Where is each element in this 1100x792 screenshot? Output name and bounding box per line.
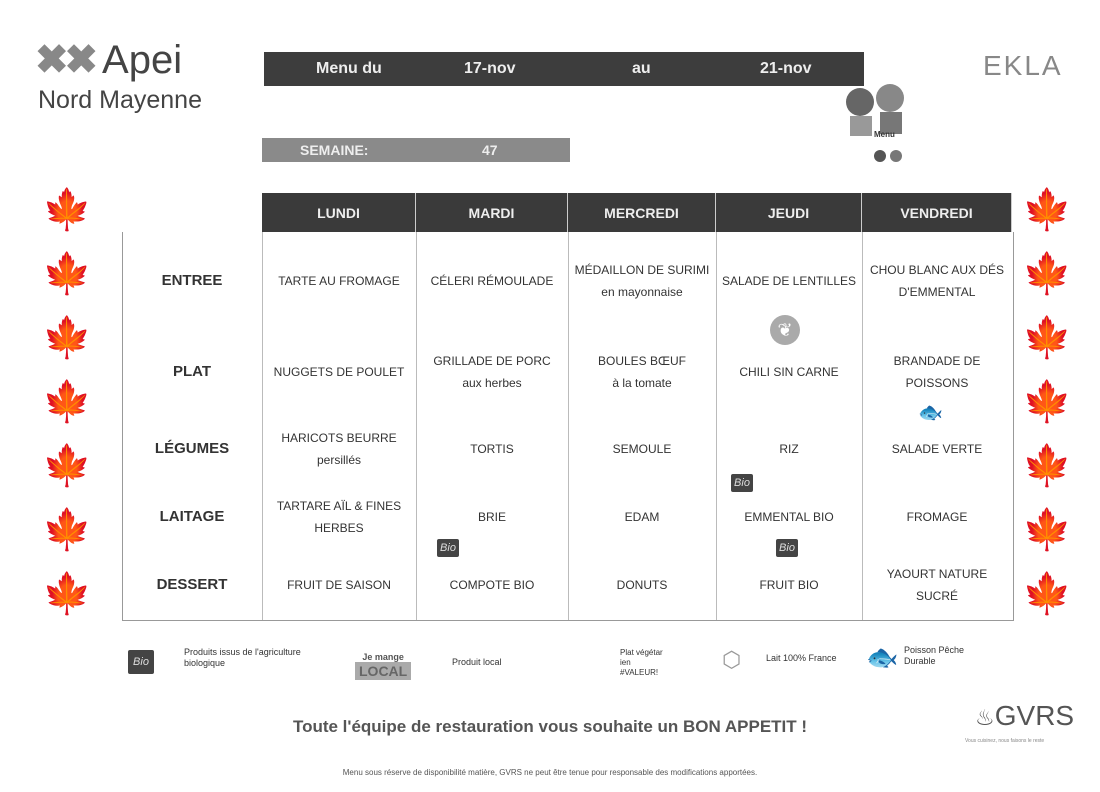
day-header-jeudi: JEUDI (716, 193, 862, 232)
menu-cell (716, 361, 862, 383)
menu-du-label: Menu du (316, 60, 382, 77)
menu-cell-line: EMMENTAL BIO (744, 510, 834, 524)
menu-cell (262, 495, 416, 539)
day-header-mercredi: MERCREDI (568, 193, 716, 232)
menu-cell-line: CHILI SIN CARNE (739, 365, 839, 379)
bio-icon: Bio (437, 539, 459, 557)
vegetarian-leaf-icon: ❦ (770, 315, 800, 345)
gvrs-tagline: Vous cuisinez, nous faisons le reste (965, 738, 1045, 744)
maple-leaf-icon: 🍁 (42, 380, 92, 424)
menu-cell-line: GRILLADE DE PORC (433, 354, 551, 368)
maple-leaf-icon: 🍁 (42, 252, 92, 296)
menu-cell-line: TARTE AU FROMAGE (278, 274, 400, 288)
menu-cell-line: TARTARE AÏL & FINES (276, 499, 402, 513)
maple-leaf-icon: 🍁 (42, 188, 92, 232)
menu-cell (568, 350, 716, 394)
menu-cell (716, 270, 862, 292)
menu-cell-line: CÉLERI RÉMOULADE (430, 274, 554, 288)
menu-cell (262, 427, 416, 471)
menu-cell-line: YAOURT NATURE (886, 567, 988, 581)
row-label-légumes: LÉGUMES (154, 440, 230, 457)
day-header-lundi: LUNDI (262, 193, 416, 232)
menu-cell-line: MÉDAILLON DE SURIMI (574, 263, 710, 277)
france-map-icon: ⬡ (722, 647, 742, 672)
menu-cell (568, 506, 716, 528)
bio-icon: Bio (731, 474, 753, 492)
row-label-laitage: LAITAGE (159, 508, 225, 525)
menu-cell (862, 350, 1012, 394)
menu-cell (262, 574, 416, 596)
menu-cell (862, 506, 1012, 528)
disclaimer: Menu sous réserve de disponibilité matière, GVRS ne peut être tenue pour responsable des modifications apportées. (342, 768, 758, 777)
menu-cell-line: COMPOTE BIO (449, 578, 535, 592)
menu-cell (262, 361, 416, 383)
menu-cell (716, 574, 862, 596)
menu-cell (416, 438, 568, 460)
kids-illustration (838, 80, 918, 170)
menu-cell-line: FRUIT DE SAISON (287, 578, 391, 592)
maple-leaf-icon: 🍁 (42, 508, 92, 552)
end-date: 21-nov (760, 60, 812, 77)
menu-cell (716, 438, 862, 460)
menu-cell-line: EDAM (624, 510, 660, 524)
legend-local-text: Produit local (452, 657, 502, 667)
menu-cell-line: SALADE VERTE (891, 442, 983, 456)
start-date: 17-nov (464, 60, 516, 77)
day-header-mardi: MARDI (416, 193, 568, 232)
row-label-dessert: DESSERT (156, 576, 228, 593)
menu-cell (568, 259, 716, 303)
brand-name: Apei (102, 38, 183, 82)
legend-veg-text: Plat végétar ien #VALEUR! (620, 648, 663, 677)
menu-cell-line: SUCRÉ (915, 589, 958, 603)
menu-cell-line: BRANDADE DE (893, 354, 981, 368)
row-label-entree: ENTREE (161, 272, 223, 289)
menu-cell-line: POISSONS (905, 376, 969, 390)
fish-icon: 🐟 (918, 402, 943, 424)
menu-cell-line: BOULES BŒUF (597, 354, 687, 368)
legend-fish-icon: 🐟 (866, 642, 899, 672)
gvrs-logo (975, 700, 1074, 732)
menu-cell (416, 350, 568, 394)
menu-cell (416, 270, 568, 292)
local-logo-line-2: LOCAL (355, 662, 411, 680)
menu-cell (716, 506, 862, 528)
ekla-logo: EKLA (983, 50, 1063, 81)
bon-appetit-message: Toute l'équipe de restauration vous souhaite un BON APPETIT ! (292, 717, 808, 736)
menu-cell-line: BRIE (477, 510, 506, 524)
gvrs-steam-icon: ♨ (975, 705, 995, 730)
menu-cell-line: CHOU BLANC AUX DÉS (869, 263, 1005, 277)
week-label: SEMAINE: (300, 142, 369, 158)
maple-leaf-icon: 🍁 (1022, 572, 1072, 616)
maple-leaf-icon: 🍁 (1022, 316, 1072, 360)
maple-leaf-icon: 🍁 (1022, 444, 1072, 488)
maple-leaf-icon: 🍁 (1022, 188, 1072, 232)
menu-cell-line: HARICOTS BEURRE (281, 431, 397, 445)
maple-leaf-icon: 🍁 (42, 444, 92, 488)
legend-poisson-text: Poisson Pêche Durable (904, 645, 965, 666)
menu-cell (862, 438, 1012, 460)
legend-bio-text: Produits issus de l'agriculture biologique (184, 647, 301, 668)
row-label-plat: PLAT (172, 363, 212, 380)
menu-cell-line: TORTIS (470, 442, 514, 456)
menu-cell (862, 563, 1012, 607)
week-bar (262, 138, 570, 162)
menu-cell-line: SEMOULE (612, 442, 672, 456)
menu-cell (568, 574, 716, 596)
menu-cell-line: SALADE DE LENTILLES (721, 274, 857, 288)
apei-figures-icon: ✖✖ (35, 38, 95, 82)
menu-cell-line: à la tomate (612, 376, 672, 390)
week-number: 47 (482, 142, 498, 158)
maple-leaf-icon: 🍁 (1022, 508, 1072, 552)
menu-cell-line: HERBES (314, 521, 364, 535)
maple-leaf-icon: 🍁 (1022, 380, 1072, 424)
menu-cell-line: en mayonnaise (601, 285, 683, 299)
gvrs-name: GVRS (994, 700, 1075, 731)
menu-cell-line: FROMAGE (906, 510, 968, 524)
je-mange-local-logo (355, 652, 411, 680)
legend-lait-text: Lait 100% France (766, 653, 837, 663)
menu-date-bar (264, 52, 864, 86)
apei-logo (35, 40, 182, 80)
legend-bio-icon: Bio (128, 650, 154, 674)
bio-icon: Bio (776, 539, 798, 557)
menu-cell-line: RIZ (779, 442, 799, 456)
kids-caption: Menu (874, 130, 895, 139)
menu-cell (568, 438, 716, 460)
menu-cell-line: DONUTS (616, 578, 668, 592)
au-label: au (632, 60, 651, 77)
maple-leaf-icon: 🍁 (1022, 252, 1072, 296)
menu-cell (416, 574, 568, 596)
day-header-vendredi: VENDREDI (862, 193, 1012, 232)
menu-cell-line: aux herbes (462, 376, 522, 390)
maple-leaf-icon: 🍁 (42, 572, 92, 616)
maple-leaf-icon: 🍁 (42, 316, 92, 360)
menu-cell-line: persillés (316, 453, 361, 467)
brand-sub: Nord Mayenne (38, 86, 202, 114)
menu-cell (262, 270, 416, 292)
menu-cell-line: NUGGETS DE POULET (273, 365, 405, 379)
menu-cell (862, 259, 1012, 303)
menu-cell-line: D'EMMENTAL (898, 285, 976, 299)
local-logo-line-1: Je mange (362, 652, 404, 662)
menu-cell (416, 506, 568, 528)
menu-cell-line: FRUIT BIO (759, 578, 819, 592)
